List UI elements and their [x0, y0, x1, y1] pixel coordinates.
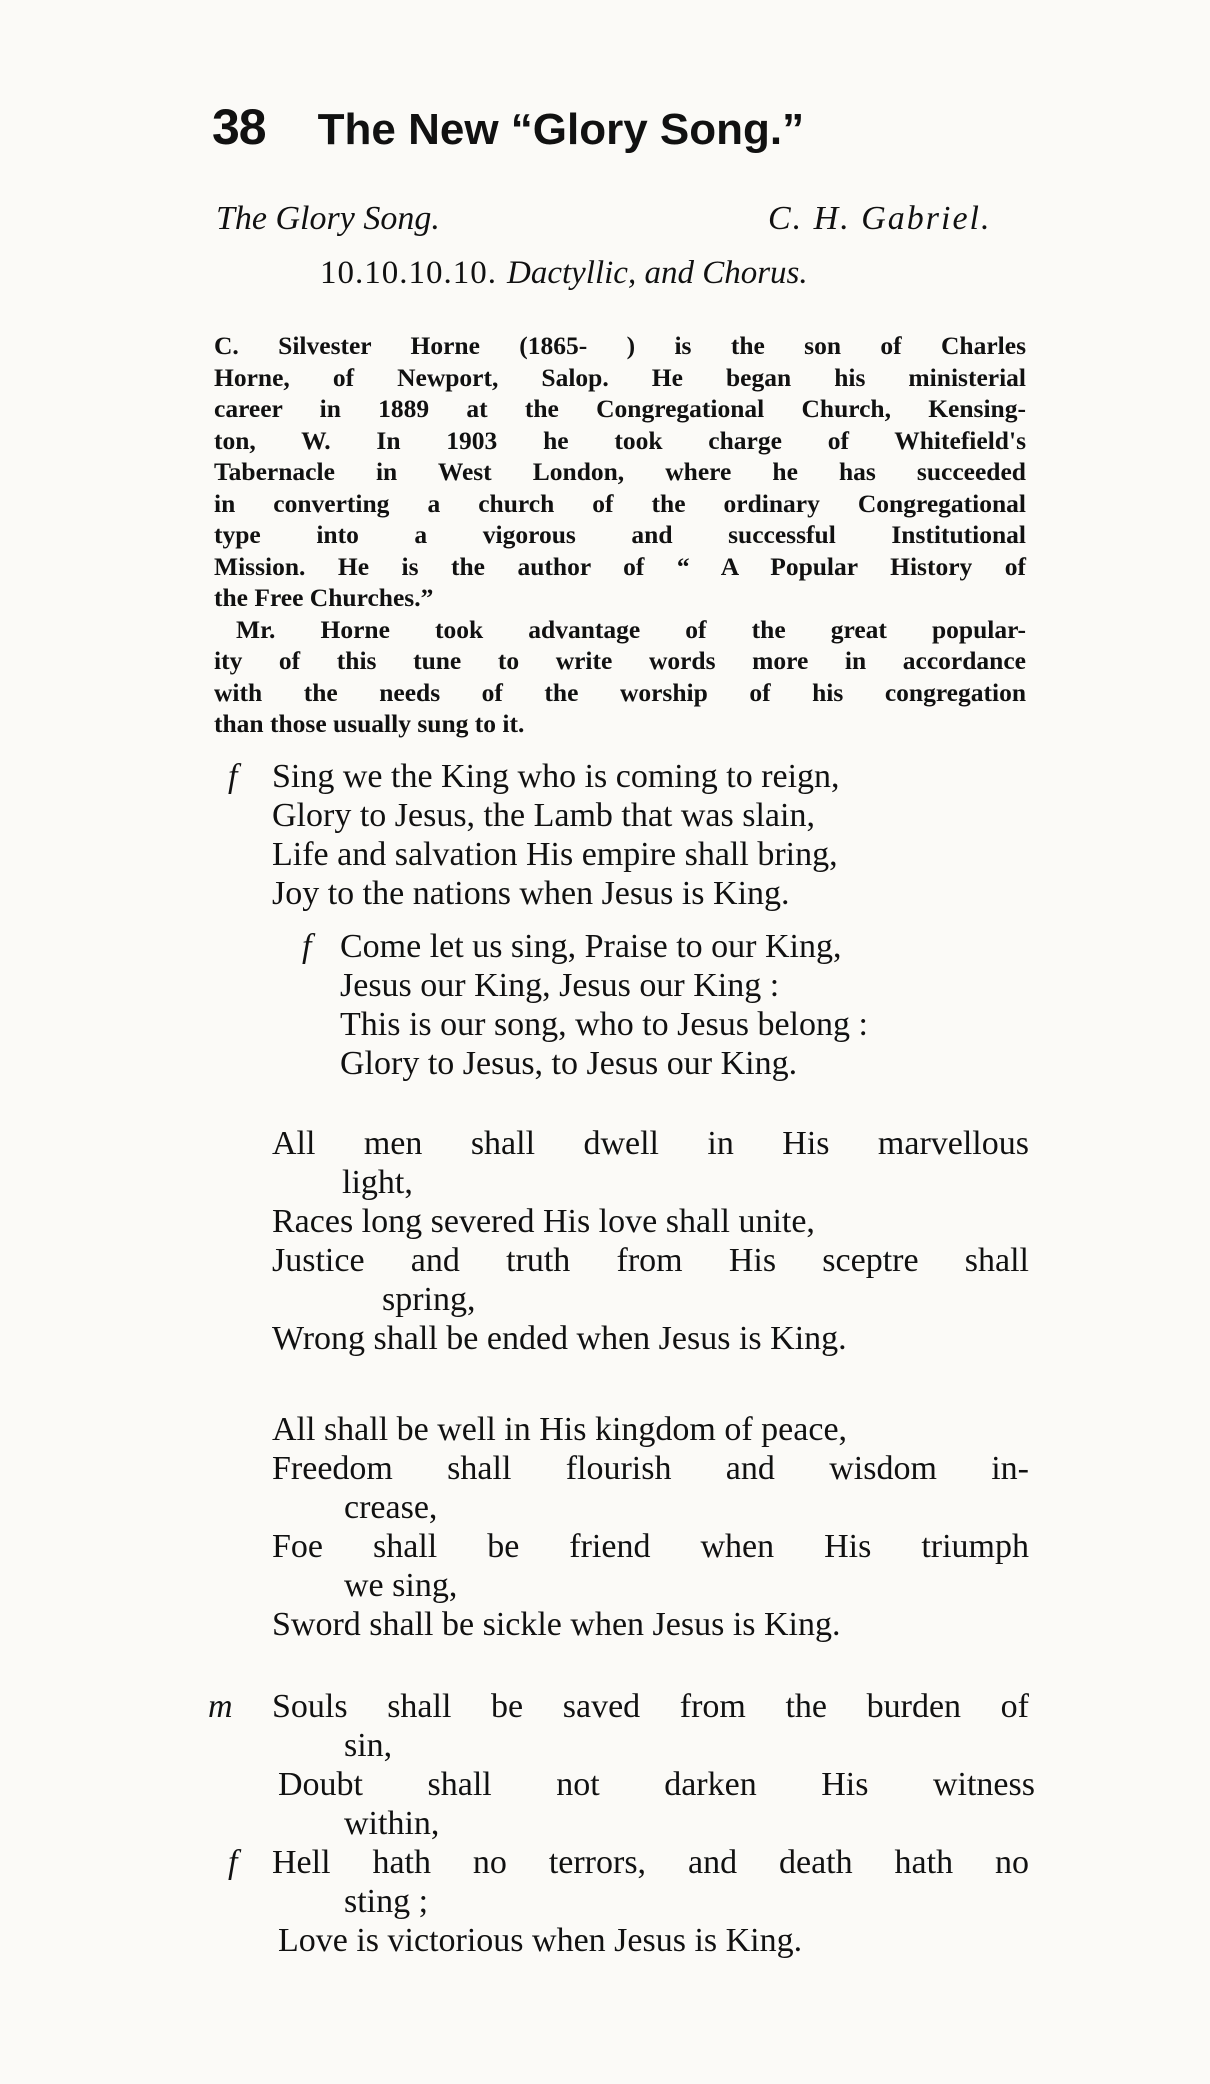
page-number: 38	[212, 99, 266, 155]
note-line: Tabernacle in West London, where he has succeeded	[214, 457, 1026, 486]
hymn-line: Joy to the nations when Jesus is King.	[272, 875, 790, 912]
dynamic-forte-mark: f	[302, 928, 312, 965]
hymn-line: light,	[342, 1164, 413, 1201]
dynamic-forte-mark: f	[228, 1844, 238, 1881]
hymn-line: Glory to Jesus, the Lamb that was slain,	[272, 797, 815, 834]
hymn-line: Sing we the King who is coming to reign,	[272, 758, 840, 795]
hymn-line: Come let us sing, Praise to our King,	[340, 928, 842, 965]
hymn-line: crease,	[344, 1489, 438, 1526]
hymn-line: Sword shall be sickle when Jesus is King.	[272, 1606, 841, 1643]
hymn-line: Doubt shall not darken His witness	[278, 1766, 1035, 1803]
note-paragraph-2	[214, 614, 1026, 740]
note-line: in converting a church of the ordinary Congregational	[214, 488, 1026, 518]
hymn-line: Life and salvation His empire shall bring,	[272, 836, 838, 873]
hymn-line: Glory to Jesus, to Jesus our King.	[340, 1045, 798, 1082]
hymn-line: within,	[344, 1805, 440, 1842]
note-line: type into a vigorous and successful Institutional	[214, 520, 1026, 549]
page-header	[212, 98, 804, 156]
hymn-line: spring,	[382, 1281, 476, 1318]
hymn-line: Jesus our King, Jesus our King :	[340, 967, 780, 1004]
meter: 10.10.10.10.	[320, 255, 497, 291]
biographical-note	[214, 330, 1026, 740]
hymn-line: Love is victorious when Jesus is King.	[278, 1922, 803, 1959]
note-line: the Free Churches.”	[214, 583, 434, 612]
hymn-line: Souls shall be saved from the burden of	[272, 1688, 1029, 1725]
note-line: Horne, of Newport, Salop. He began his ministerial	[214, 362, 1026, 392]
note-line: ton, W. In 1903 he took charge of Whitefield's	[214, 425, 1026, 455]
hymn-line: Freedom shall flourish and wisdom in-	[272, 1450, 1029, 1487]
dynamic-forte-mark: f	[228, 758, 238, 795]
hymn-line: All shall be well in His kingdom of peace,	[272, 1411, 848, 1448]
note-line: C. Silvester Horne (1865- ) is the son of Charles	[214, 331, 1026, 360]
hymn-line: we sing,	[344, 1567, 458, 1604]
hymn-line: sting ;	[344, 1883, 429, 1920]
hymn-line: All men shall dwell in His marvellous	[272, 1125, 1029, 1162]
hymn-line: Hell hath no terrors, and death hath no	[272, 1844, 1029, 1881]
hymn-line: This is our song, who to Jesus belong :	[340, 1006, 868, 1043]
meter-line	[320, 255, 808, 292]
meter-description: Dactyllic, and Chorus.	[507, 255, 808, 291]
note-line: Mr. Horne took advantage of the great popular-	[236, 614, 1026, 644]
note-line: Mission. He is the author of “ A Popular History of	[214, 551, 1026, 581]
dynamic-mezzo-mark: m	[208, 1688, 233, 1725]
hymn-line: Wrong shall be ended when Jesus is King.	[272, 1320, 847, 1357]
note-line: career in 1889 at the Congregational Church, Kensing-	[214, 394, 1026, 423]
composer: C. H. Gabriel.	[768, 200, 992, 237]
tune-name: The Glory Song.	[216, 200, 440, 237]
running-title: The New “Glory Song.”	[317, 105, 805, 154]
note-line: with the needs of the worship of his congregation	[214, 677, 1026, 707]
note-line: than those usually sung to it.	[214, 709, 525, 738]
hymn-line: sin,	[344, 1727, 393, 1764]
note-line: ity of this tune to write words more in accordance	[214, 646, 1026, 675]
hymn-line: Foe shall be friend when His triumph	[272, 1528, 1029, 1565]
hymn-line: Justice and truth from His sceptre shall	[272, 1242, 1029, 1279]
hymn-line: Races long severed His love shall unite,	[272, 1203, 815, 1240]
note-paragraph-1	[214, 330, 1026, 614]
